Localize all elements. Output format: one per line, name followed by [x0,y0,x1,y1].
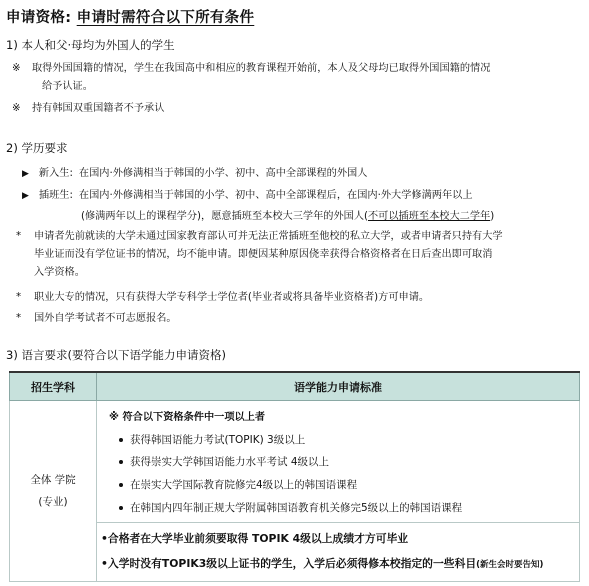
bullet-icon [119,460,123,464]
admission-note-text: •入学时没有TOPIK3级以上证书的学生，入学后必须得修本校指定的一些科目 [101,557,477,570]
transfer-text-cont: (修满两年以上的课程学分)，愿意插班至本校大三学年的外国人( [81,211,368,222]
s2-transfer-students [22,186,473,201]
table-row [10,401,580,523]
language-requirement-table [9,371,580,582]
list-item-text: 获得韩国语能力考试(TOPIK) 3级以上 [130,434,306,446]
new-student-label: 新入生: [38,168,73,179]
transfer-text: 在国内·外修满相当于韩国的小学、初中、高中全部课程后，在国内·外大学修满两年以上 [78,190,473,201]
title-prefix: 申请资格: [6,10,72,26]
bullet-icon [119,438,123,442]
notes-cell [97,523,580,582]
criteria-cell [97,401,580,523]
s2-new-students [22,164,367,179]
section-2-heading: 2) 学历要求 [6,141,68,155]
s2-note-1-line3: 入学资格。 [34,267,85,278]
reference-mark: ※ [12,103,21,114]
bullet-icon [119,483,123,487]
list-item-text: 获得崇实大学韩国语能力水平考试 4级以上 [130,456,330,468]
row-label-line2: (专业) [38,496,68,508]
asterisk-mark: * [16,313,22,324]
table-header-row [10,372,580,401]
transfer-underlined: 不可以插班至本校大二学年 [367,211,491,222]
s1-note-2 [12,99,164,114]
arrow-icon: ▶ [22,191,29,201]
col-header-department: 招生学科 [10,372,97,401]
admission-note-small: (新生会时要告知) [476,560,544,570]
reference-mark: ※ [12,63,21,74]
col-header-criteria: 语学能力申请标准 [97,372,580,401]
asterisk-mark: * [16,292,22,303]
s1-note-2-text: 持有韩国双重国籍者不予承认 [32,103,165,114]
arrow-icon: ▶ [22,169,29,179]
graduation-note: •合格者在大学毕业前须要取得 TOPIK 4级以上成绩才方可毕业 [101,532,409,545]
s2-note-1-line1: 申请者先前就读的大学未通过国家教育部认可并无法正常插班至他校的私立大学，或者申请者只持有大学 [34,231,503,242]
section-3-heading: 3) 语言要求(要符合以下语学能力申请资格) [6,348,226,362]
list-item [119,500,462,515]
s2-note-1 [16,228,503,282]
new-student-text: 在国内·外修满相当于韩国的小学、初中、高中全部课程的外国人 [78,168,368,179]
list-item [119,477,357,492]
section-1-heading: 1) 本人和父·母均为外国人的学生 [6,38,175,52]
row-label-cell [10,401,97,582]
list-item-text: 在崇实大学国际教育院修完4级以上的韩国语课程 [130,479,358,491]
condition-note: ※ 符合以下资格条件中一项以上者 [109,412,266,423]
s2-note-2 [16,288,429,303]
transfer-close-paren: ) [490,211,495,222]
s2-note-2-text: 职业大专的情况，只有获得大学专科学士学位者(毕业者或将具备毕业资格者)方可申请。 [34,292,430,303]
s1-note-1 [12,59,490,74]
s1-note-1-cont: 给予认证。 [42,81,93,92]
s1-note-1-text: 取得外国国籍的情况，学生在我国高中和相应的教育课程开始前，本人及父母均已取得外国国籍的情况 [32,63,491,74]
asterisk-mark: * [16,231,22,242]
s2-note-1-line2: 毕业证而没有学位证书的情况，均不能申请。即便因某种原因侥幸获得合格资格者在日后查出即可取消 [34,249,493,260]
s2-note-3-text: 国外自学考试者不可志愿报名。 [34,313,177,324]
row-label-line1: 全体 学院 [30,474,76,486]
bullet-icon [119,506,123,510]
s2-transfer-cont [81,207,494,222]
list-item-text: 在韩国内四年制正规大学附属韩国语教育机关修完5级以上的韩国语课程 [130,502,463,514]
page-title [6,6,254,27]
s2-note-3 [16,309,177,324]
transfer-label: 插班生: [38,190,73,201]
list-item [119,432,305,447]
list-item [119,454,329,469]
title-main: 申请时需符合以下所有条件 [76,10,255,26]
admission-note [101,556,543,571]
